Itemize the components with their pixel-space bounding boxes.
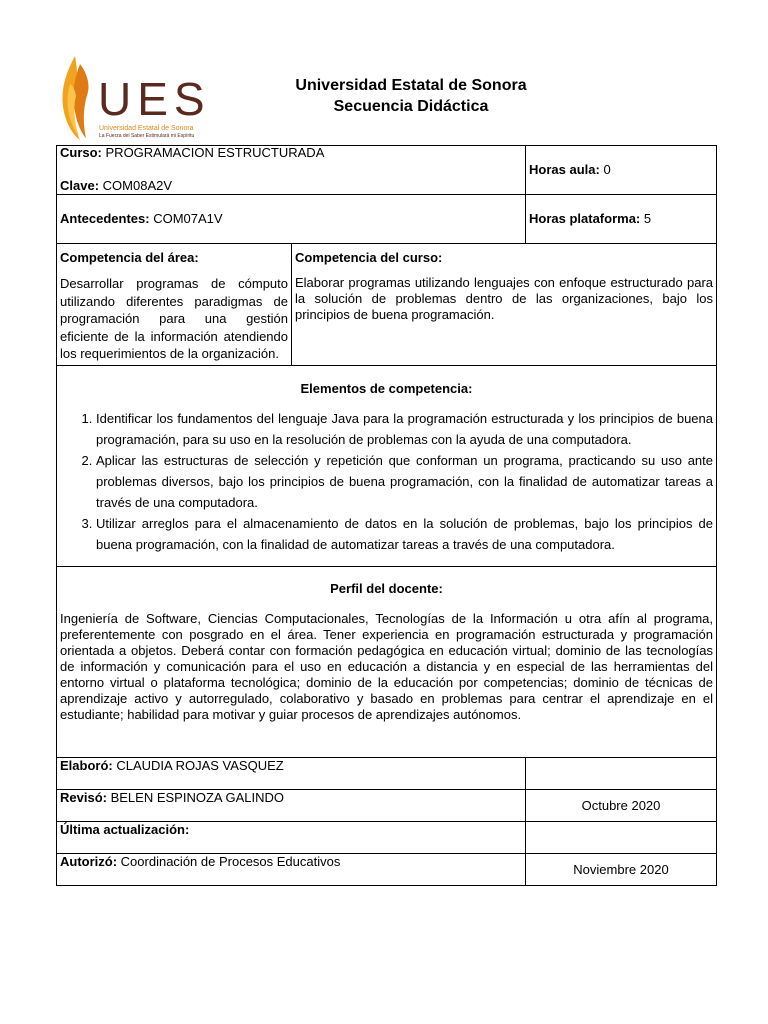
ultima-actualizacion-label: Última actualización: — [60, 822, 190, 837]
reviso-row — [57, 790, 717, 822]
horas-aula-label: Horas aula: — [529, 162, 600, 177]
antecedentes-value: COM07A1V — [153, 211, 223, 226]
logo-letters: UES — [98, 73, 211, 125]
competencia-area-text: Desarrollar programas de cómputo utilizando diferentes paradigmas de programación para una gestión eficiente de la información atendiendo los requerimientos de la organización. — [60, 276, 288, 361]
horas-plataforma-cell — [526, 195, 717, 244]
autorizo-fecha: Noviembre 2020 — [573, 861, 669, 877]
autorizo-row — [57, 854, 717, 886]
reviso-value: BELEN ESPINOZA GALINDO — [110, 790, 284, 805]
document-subtitle: Secuencia Didáctica — [333, 98, 489, 115]
horas-plataforma-value: 5 — [643, 211, 652, 226]
clave-label: Clave: — [60, 178, 100, 193]
autorizo-label: Autorizó: — [60, 854, 118, 869]
competencia-curso-label: Competencia del curso: — [295, 250, 443, 265]
document-title: Universidad Estatal de Sonora — [295, 77, 527, 94]
reviso-cell — [57, 790, 526, 822]
antecedentes-row — [57, 195, 717, 244]
autorizo-value: Coordinación de Procesos Educativos — [120, 854, 341, 869]
competencia-curso-text: Elaborar programas utilizando lenguajes con enfoque estructurado para la solución de problemas dentro de las organizaciones, bajo los principios de buena programación. — [295, 275, 713, 322]
elementos-cell — [57, 366, 717, 567]
horas-aula-value: 0 — [603, 162, 611, 177]
competencia-curso-cell — [292, 244, 717, 366]
elaboro-row — [57, 758, 717, 790]
ultima-actualizacion-row — [57, 822, 717, 854]
reviso-fecha: Octubre 2020 — [581, 797, 661, 813]
elemento-item: 3. Utilizar arreglos para el almacenamiento de datos en la solución de problemas, bajo los principios de buena programación, con la finalidad de automatizar tareas a través de una computadora. — [96, 513, 713, 555]
perfil-text: Ingeniería de Software, Ciencias Computacionales, Tecnologías de la Información u otra afín al programa, preferentemente con posgrado en el área. Tener experiencia en programación estructurada y programación orientada a objetos. Deberá contar con formación pedagógica en educación virtual; dominio de las tecnologías de información y comunicación para el uso en educación a distancia y en especial de las herramientas del entorno virtual o plataforma tecnológica; dominio de la educación por competencias; dominio de técnicas de aprendizaje activo y autorregulado, colaborativo y basado en problemas para centrar el aprendizaje en el estudiante; habilidad para motivar y guiar procesos de aprendizajes autónomos. — [60, 611, 713, 722]
perfil-heading: Perfil del docente: — [330, 581, 443, 596]
ultima-actualizacion-cell — [57, 822, 526, 854]
elementos-row — [57, 366, 717, 567]
logo-tagline: La Fuerza del Saber Estimulará mi Espíritu — [99, 133, 195, 139]
ues-logo — [60, 54, 210, 142]
elaboro-value: CLAUDIA ROJAS VASQUEZ — [116, 758, 284, 773]
antecedentes-label: Antecedentes: — [60, 211, 150, 226]
competencia-area-cell — [57, 244, 292, 366]
perfil-cell — [57, 567, 717, 758]
elaboro-label: Elaboró: — [60, 758, 113, 773]
elemento-item: 1. Identificar los fundamentos del lenguaje Java para la programación estructurada y los principios de buena programación, para su uso en la resolución de problemas con la ayuda de una computadora. — [96, 408, 713, 450]
elemento-item: 2. Aplicar las estructuras de selección y repetición que conforman un programa, practicando su uso ante problemas diversos, bajo los principios de buena programación, con la finalidad de automatizar tareas a través de una computadora. — [96, 450, 713, 513]
course-cell — [57, 146, 526, 195]
horas-aula-cell — [526, 146, 717, 195]
curso-label: Curso: — [60, 145, 102, 160]
elementos-list — [60, 408, 713, 555]
didactic-sequence-table — [56, 145, 717, 886]
competencia-area-label: Competencia del área: — [60, 250, 199, 265]
ultima-actualizacion-fecha-cell — [526, 822, 717, 854]
horas-plataforma-label: Horas plataforma: — [529, 211, 641, 226]
flame-icon — [60, 54, 94, 142]
course-name — [60, 146, 522, 160]
competencias-row — [57, 244, 717, 366]
elaboro-fecha-cell — [526, 758, 717, 790]
antecedentes-cell — [57, 195, 526, 244]
curso-value: PROGRAMACION ESTRUCTURADA — [105, 145, 325, 160]
reviso-fecha-cell — [526, 790, 717, 822]
elaboro-cell — [57, 758, 526, 790]
clave-value: COM08A2V — [102, 178, 173, 193]
course-code — [60, 178, 522, 194]
autorizo-cell — [57, 854, 526, 886]
autorizo-fecha-cell — [526, 854, 717, 886]
course-row — [57, 146, 717, 195]
elementos-heading: Elementos de competencia: — [300, 381, 473, 396]
reviso-label: Revisó: — [60, 790, 107, 805]
logo-subtitle: Universidad Estatal de Sonora — [99, 125, 194, 132]
perfil-row — [57, 567, 717, 758]
